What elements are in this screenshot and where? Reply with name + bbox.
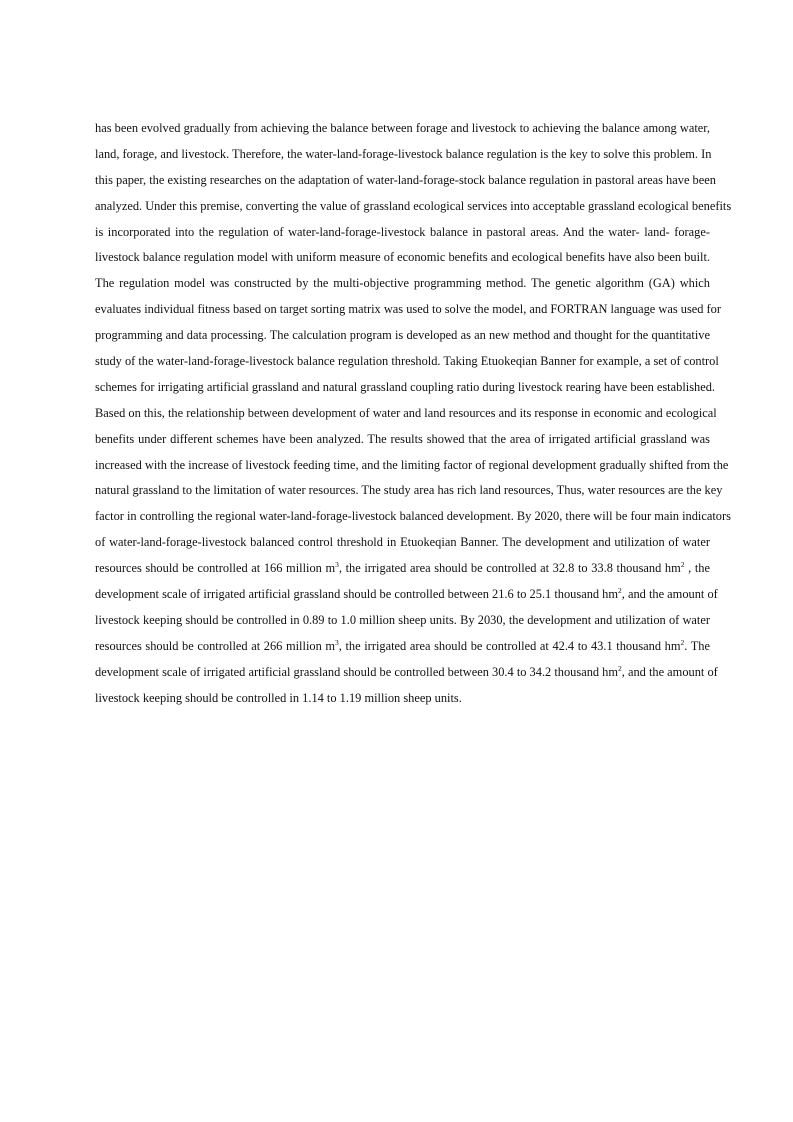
abstract-body bbox=[95, 116, 732, 711]
abstract-text-segment: development scale of irrigated artificial grassland should be controlled between 30.4 to 34.2 thousand hm bbox=[95, 664, 619, 679]
abstract-text-segment: livestock keeping should be controlled in 0.89 to 1.0 million sheep units. By 2030, the development and utilization of water bbox=[95, 612, 710, 627]
abstract-text-segment: livestock balance regulation model with uniform measure of economic benefits and ecological benefits have also been built. bbox=[95, 250, 710, 265]
abstract-text-segment: resources should be controlled at 266 million m bbox=[95, 638, 336, 653]
abstract-text-segment: Based on this, the relationship between development of water and land resources and its response in economic and ecological bbox=[95, 405, 717, 420]
abstract-line bbox=[95, 375, 716, 401]
superscript-exponent: 2 bbox=[680, 637, 685, 647]
abstract-text-segment: , the bbox=[684, 561, 710, 576]
abstract-text-segment: factor in controlling the regional water-land-forage-livestock balanced development. By 2020, there will be four main indicators bbox=[95, 509, 731, 524]
abstract-line bbox=[95, 349, 719, 375]
abstract-line bbox=[95, 142, 710, 168]
abstract-line bbox=[95, 194, 732, 220]
superscript-exponent: 2 bbox=[680, 560, 685, 570]
abstract-line bbox=[95, 220, 710, 246]
abstract-line bbox=[95, 660, 718, 686]
abstract-text-segment: has been evolved gradually from achieving the balance between forage and livestock to achieving the balance among water, bbox=[95, 121, 710, 135]
abstract-line bbox=[95, 116, 710, 142]
abstract-text-segment: resources should be controlled at 166 million m bbox=[95, 561, 336, 576]
abstract-text-segment: , and the amount of bbox=[621, 587, 718, 602]
abstract-line bbox=[95, 297, 722, 323]
abstract-line bbox=[95, 608, 710, 634]
abstract-text-segment: this paper, the existing researches on the adaptation of water-land-forage-stock balance regulation in pastoral areas have been bbox=[95, 172, 716, 187]
abstract-text-segment: of water-land-forage-livestock balanced control threshold in Etuokeqian Banner. The development and utilization of water bbox=[95, 535, 710, 550]
abstract-text-segment: evaluates individual fitness based on target sorting matrix was used to solve the model, and FORTRAN language was used for bbox=[95, 302, 722, 317]
superscript-exponent: 2 bbox=[618, 586, 622, 596]
abstract-text-segment: increased with the increase of livestock feeding time, and the limiting factor of regional development gradually shifted from the bbox=[95, 457, 729, 472]
abstract-line bbox=[95, 245, 710, 271]
abstract-line bbox=[95, 271, 710, 297]
abstract-text-segment: land, forage, and livestock. Therefore, the water-land-forage-livestock balance regulation is the key to solve this problem. In bbox=[95, 146, 712, 161]
abstract-text-segment: analyzed. Under this premise, converting the value of grassland ecological services into acceptable grassland ecological benefits bbox=[95, 198, 732, 213]
abstract-line bbox=[95, 427, 710, 453]
abstract-text-segment: natural grassland to the limitation of water resources. The study area has rich land resources, Thus, water resources are the key bbox=[95, 483, 723, 498]
abstract-line bbox=[95, 556, 710, 582]
abstract-text-segment: . The bbox=[684, 638, 710, 653]
abstract-line bbox=[95, 504, 731, 530]
abstract-line bbox=[95, 634, 710, 660]
abstract-line bbox=[95, 168, 716, 194]
abstract-line bbox=[95, 401, 717, 427]
abstract-line bbox=[95, 323, 710, 349]
abstract-text-segment: , the irrigated area should be controlled at 32.8 to 33.8 thousand hm bbox=[338, 561, 681, 576]
abstract-text-segment: development scale of irrigated artificial grassland should be controlled between 21.6 to 25.1 thousand hm bbox=[95, 587, 619, 602]
abstract-text-segment: benefits under different schemes have been analyzed. The results showed that the area of irrigated artificial grassland was bbox=[95, 431, 710, 446]
superscript-exponent: 3 bbox=[335, 560, 339, 570]
abstract-text-segment: , and the amount of bbox=[621, 664, 718, 679]
abstract-text-segment: study of the water-land-forage-livestock balance regulation threshold. Taking Etuokeqian Banner for example, a set of control bbox=[95, 354, 719, 369]
abstract-line bbox=[95, 582, 718, 608]
abstract-line bbox=[95, 530, 710, 556]
abstract-text-segment: is incorporated into the regulation of water-land-forage-livestock balance in pastoral areas. And the water- land- forage- bbox=[95, 224, 710, 239]
abstract-text-segment: , the irrigated area should be controlled at 42.4 to 43.1 thousand hm bbox=[338, 638, 681, 653]
abstract-text-segment: The regulation model was constructed by the multi-objective programming method. The genetic algorithm (GA) which bbox=[95, 276, 710, 291]
abstract-line bbox=[95, 478, 723, 504]
superscript-exponent: 2 bbox=[618, 663, 622, 673]
abstract-text-segment: programming and data processing. The calculation program is developed as an new method and thought for the quantitative bbox=[95, 328, 710, 343]
abstract-line bbox=[95, 453, 729, 479]
abstract-line bbox=[95, 686, 710, 712]
abstract-text-segment: schemes for irrigating artificial grassland and natural grassland coupling ratio during livestock rearing have been established. bbox=[95, 379, 716, 394]
superscript-exponent: 3 bbox=[335, 637, 339, 647]
abstract-text-segment: livestock keeping should be controlled in 1.14 to 1.19 million sheep units. bbox=[95, 690, 462, 705]
